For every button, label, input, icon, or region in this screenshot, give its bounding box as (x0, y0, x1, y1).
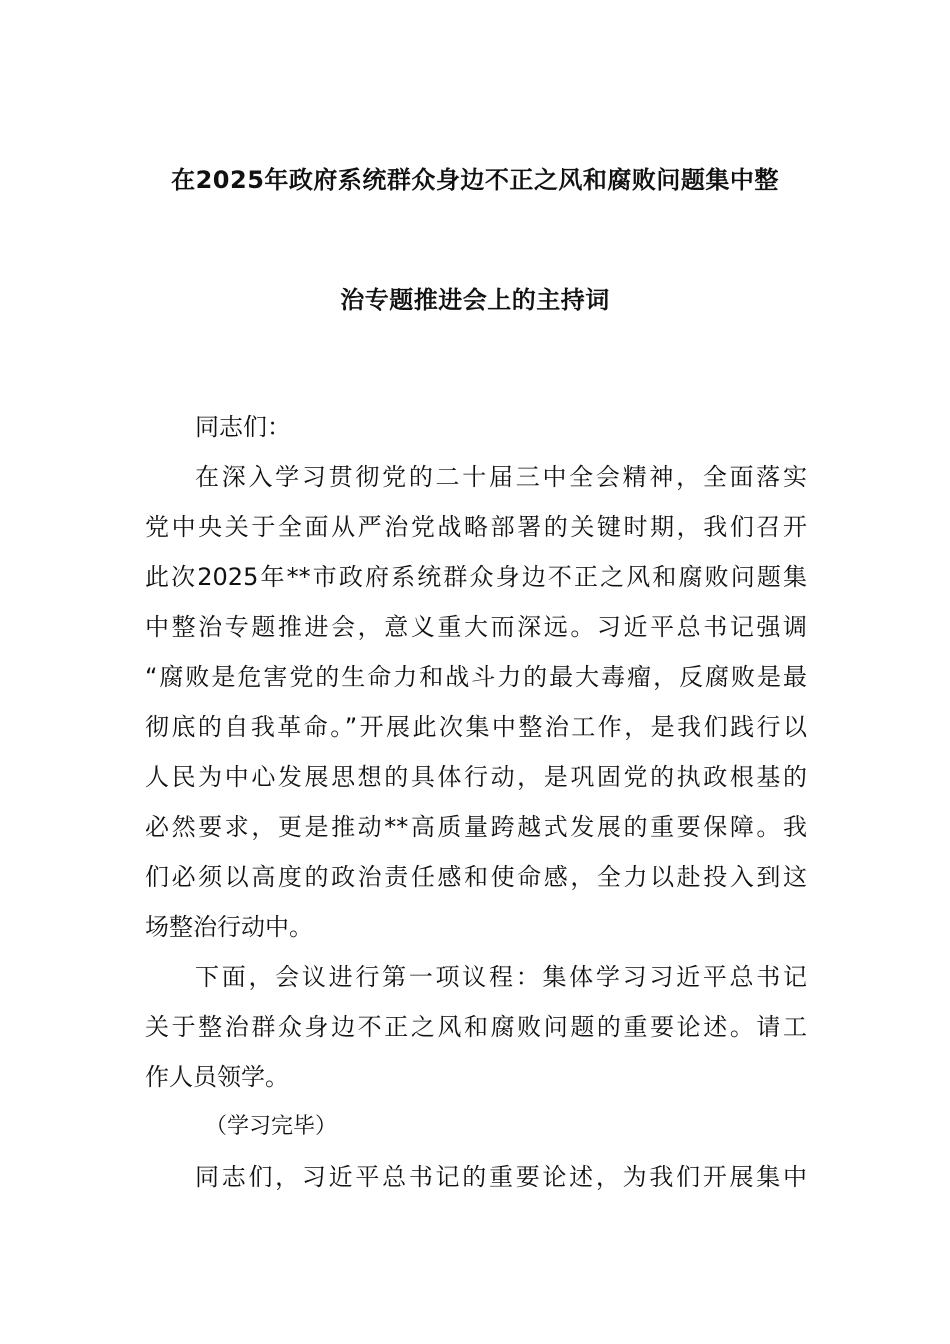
salutation: 同志们： (195, 413, 291, 441)
paragraph-line: 彻底的自我革命。”开展此次集中整治工作，是我们践行以 (145, 713, 807, 741)
document-title-line-2: 治专题推进会上的主持词 (340, 286, 610, 314)
document-body (145, 402, 807, 1202)
paragraph-line: 人民为中心发展思想的具体行动，是巩固党的执政根基的 (145, 763, 807, 791)
paragraph-line: “腐败是危害党的生命力和战斗力的最大毒瘤，反腐败是最 (145, 663, 807, 691)
paragraph-line: 下面，会议进行第一项议程：集体学习习近平总书记 (195, 963, 807, 991)
paragraph-line: 们必须以高度的政治责任感和使命感，全力以赴投入到这 (145, 863, 807, 891)
paragraph-line: 在深入学习贯彻党的二十届三中全会精神，全面落实 (195, 463, 807, 491)
paragraph-line: 作人员领学。 (145, 1063, 289, 1091)
paragraph-line: 关于整治群众身边不正之风和腐败问题的重要论述。请工 (145, 1013, 807, 1041)
paragraph-line: 此次2025年**市政府系统群众身边不正之风和腐败问题集 (145, 563, 807, 591)
paragraph-line: 同志们，习近平总书记的重要论述，为我们开展集中 (195, 1163, 807, 1191)
paragraph-line: 中整治专题推进会，意义重大而深远。习近平总书记强调 (145, 613, 807, 641)
stage-note: （学习完毕） (205, 1114, 338, 1139)
paragraph-line: 党中央关于全面从严治党战略部署的关键时期，我们召开 (145, 513, 807, 541)
paragraph-line: 场整治行动中。 (145, 913, 313, 941)
paragraph-line: 必然要求，更是推动**高质量跨越式发展的重要保障。我 (145, 813, 807, 841)
document-title-line-1: 在2025年政府系统群众身边不正之风和腐败问题集中整 (171, 166, 779, 194)
